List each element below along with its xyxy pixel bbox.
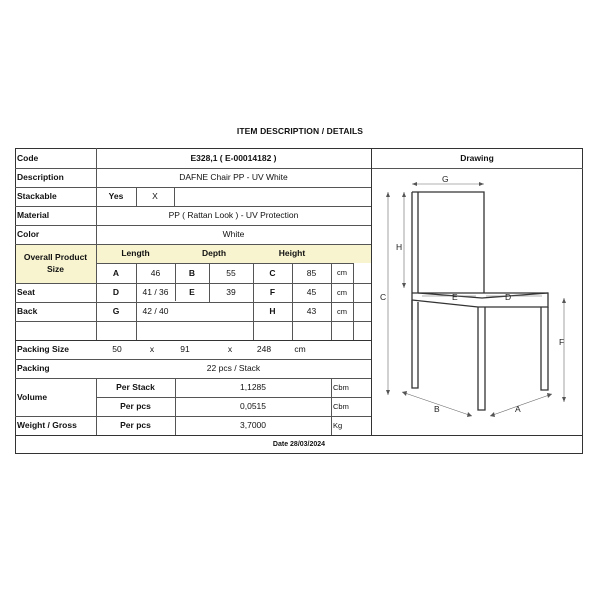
grid-line [174,187,175,206]
overall-size-label-line2: Size [46,263,64,274]
packing-label: Packing [17,363,50,374]
volume-per-stack-label: Per Stack [116,382,155,393]
dim-label-d: D [505,292,512,302]
overall-unit: cm [337,268,347,278]
material-label: Material [17,210,50,221]
stackable-mark: X [152,191,158,202]
weight-value: 3,7000 [240,420,266,431]
dim-b-value: 55 [226,267,236,278]
length-header: Length [121,248,150,259]
volume-per-pcs-unit: Cbm [333,401,349,411]
chair-seat-edge [418,293,548,298]
page-title: ITEM DESCRIPTION / DETAILS [236,126,364,136]
dim-label-b: B [434,404,440,414]
packing-value: 22 pcs / Stack [206,363,261,374]
overall-size-label [15,244,96,283]
overall-size-label-line1: Overall Product [23,252,88,263]
dim-b-letter: B [188,267,196,278]
color-label: Color [17,229,40,240]
dim-c-letter: C [269,267,276,278]
dim-label-c: C [380,292,387,302]
volume-per-stack-unit: Cbm [333,382,349,392]
volume-label: Volume [17,391,48,402]
chair-leg-front-right [541,307,548,390]
dim-a-letter: A [112,267,120,278]
volume-per-pcs-value: 0,0515 [240,401,266,412]
description-value: DAFNE Chair PP - UV White [179,172,288,183]
code-value: E328,1 ( E-00014182 ) [190,153,277,164]
packing-size-v2: 91 [180,344,190,355]
dim-h-value: 43 [306,306,317,317]
depth-header: Depth [201,248,227,259]
grid-line [15,321,371,322]
dim-label-e: E [452,292,458,302]
dim-label-g: G [442,174,449,184]
material-value: PP ( Rattan Look ) - UV Protection [168,210,299,221]
chair-leg-back-left [412,300,418,388]
packing-size-v1: 50 [112,344,122,355]
weight-unit: Kg [333,420,343,430]
back-unit: cm [337,306,347,316]
packing-size-label: Packing Size [17,344,69,355]
dim-c-value: 85 [306,267,317,278]
dim-e-value: 39 [226,287,236,298]
dim-g-letter: G [112,306,120,317]
dim-label-a: A [515,404,521,414]
packing-size-unit: cm [294,344,306,355]
volume-per-stack-value: 1,1285 [240,382,266,393]
chair-leg-front-left [478,307,485,410]
code-label: Code [17,153,39,164]
dim-line-a [490,394,552,416]
packing-size-x1: x [149,344,155,355]
seat-unit: cm [337,287,347,297]
dim-e-letter: E [189,287,195,298]
dim-label-h: H [396,242,403,252]
dim-g-value: 42 / 40 [142,306,169,317]
dim-label-f: F [559,337,565,347]
description-label: Description [17,172,64,183]
back-label: Back [17,306,38,317]
color-value: White [222,229,245,240]
packing-size-v3: 248 [256,344,272,355]
stackable-label: Stackable [17,191,57,202]
date-stamp: Date 28/03/2024 [272,441,326,448]
dim-d-value: 41 / 36 [142,287,169,298]
weight-per-pcs-label: Per pcs [120,420,151,431]
dim-h-letter: H [269,306,276,317]
dim-d-letter: D [112,287,120,298]
dim-f-letter: F [269,287,276,298]
grid-line [371,168,583,169]
height-header: Height [278,248,306,259]
seat-label: Seat [17,287,35,298]
dim-f-value: 45 [306,287,317,298]
chair-drawing [372,170,582,430]
weight-label: Weight / Gross [17,420,77,431]
dim-a-value: 46 [150,267,161,278]
volume-per-pcs-label: Per pcs [120,401,151,412]
packing-size-x2: x [227,344,233,355]
stackable-yes: Yes [108,191,124,202]
drawing-header: Drawing [460,153,494,164]
